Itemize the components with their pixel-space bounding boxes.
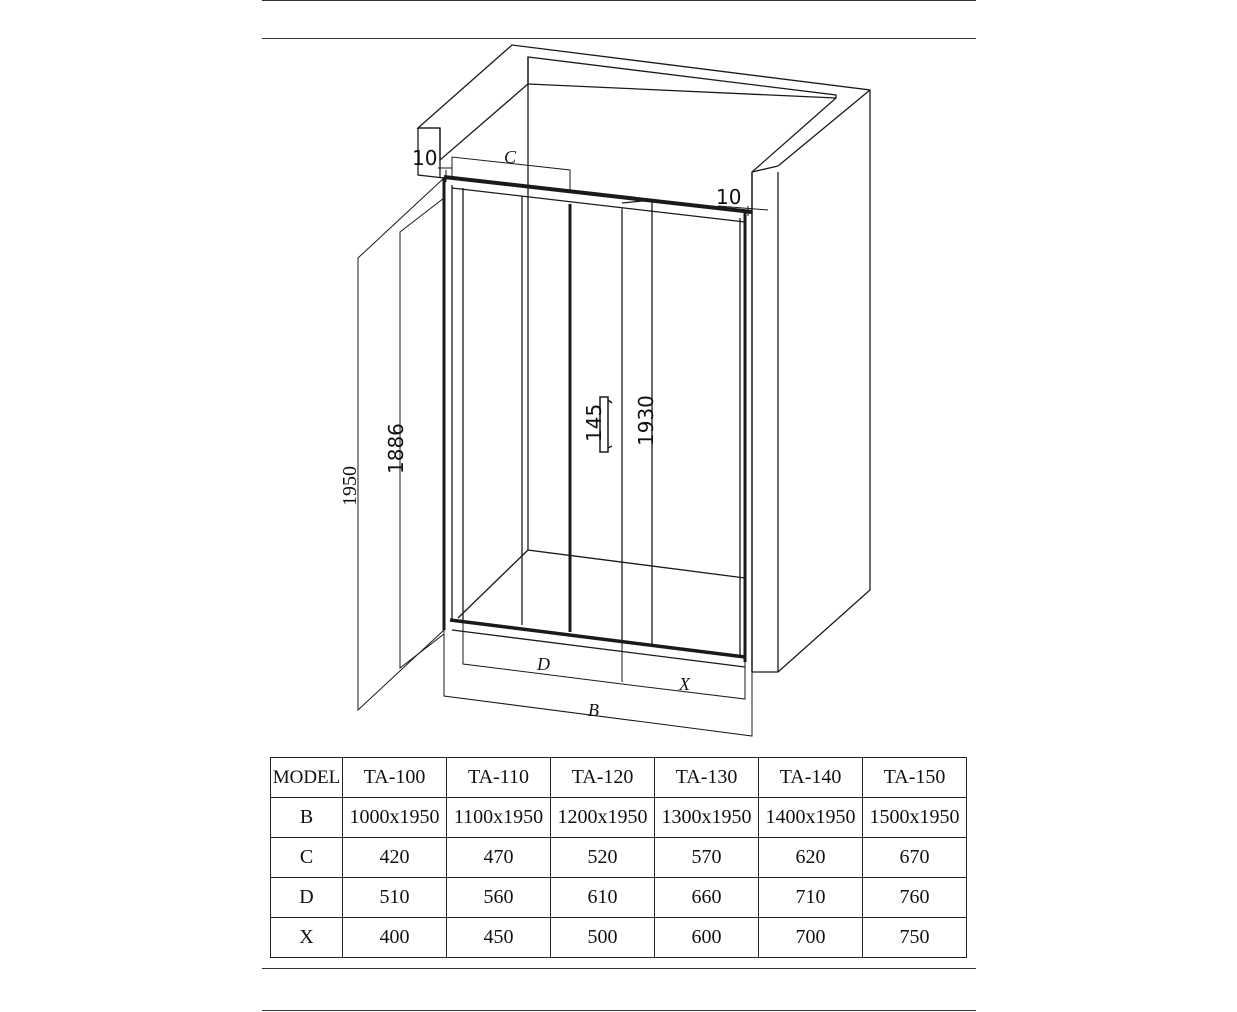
dim-b <box>444 630 752 736</box>
table-cell: 700 <box>759 918 863 958</box>
dim-gap-right-label: 10 <box>716 185 742 209</box>
bottom-rule-2 <box>262 1010 976 1011</box>
table-cell: 1000x1950 <box>343 798 447 838</box>
header-cell: TA-130 <box>655 758 759 798</box>
table-cell: 510 <box>343 878 447 918</box>
dim-1950-label: 1950 <box>339 466 361 506</box>
table-cell: 670 <box>863 838 967 878</box>
table-cell: 1300x1950 <box>655 798 759 838</box>
table-cell: 520 <box>551 838 655 878</box>
header-cell: TA-120 <box>551 758 655 798</box>
model-spec-table <box>270 757 967 958</box>
dim-x-label: X <box>679 674 690 694</box>
table-cell: 420 <box>343 838 447 878</box>
row-label-cell: B <box>271 798 343 838</box>
back-wall-top-inner <box>528 84 836 98</box>
dim-1886-label: 1886 <box>384 423 408 474</box>
dim-d <box>463 620 622 684</box>
header-cell: TA-110 <box>447 758 551 798</box>
table-cell: 610 <box>551 878 655 918</box>
bottom-rail-inner <box>452 630 745 667</box>
table-cell: 750 <box>863 918 967 958</box>
table-cell: 620 <box>759 838 863 878</box>
table-cell: 450 <box>447 918 551 958</box>
table-cell: 1400x1950 <box>759 798 863 838</box>
top-rail <box>444 177 752 212</box>
table-cell: 1200x1950 <box>551 798 655 838</box>
table-cell: 710 <box>759 878 863 918</box>
header-cell: TA-150 <box>863 758 967 798</box>
table-cell: 660 <box>655 878 759 918</box>
bottom-rule-1 <box>262 968 976 969</box>
table-cell: 400 <box>343 918 447 958</box>
header-cell: TA-100 <box>343 758 447 798</box>
table-row <box>271 878 967 918</box>
enclosure-walls <box>418 45 870 672</box>
dim-145-label: 145 <box>582 403 606 442</box>
table-cell: 1500x1950 <box>863 798 967 838</box>
header-cell: TA-140 <box>759 758 863 798</box>
floor-back-line <box>458 550 528 618</box>
table-cell: 570 <box>655 838 759 878</box>
dim-1930-label: 1930 <box>634 395 658 446</box>
table-header-row <box>271 758 967 798</box>
table-row <box>271 838 967 878</box>
table-cell: 500 <box>551 918 655 958</box>
bottom-rail <box>450 620 745 657</box>
dim-d-label: D <box>537 654 550 674</box>
right-wall-top <box>778 90 870 166</box>
dim-c-label: C <box>504 147 517 167</box>
row-label-cell: D <box>271 878 343 918</box>
table-cell: 560 <box>447 878 551 918</box>
table-cell: 600 <box>655 918 759 958</box>
row-label-cell: X <box>271 918 343 958</box>
dimension-lines <box>358 157 768 736</box>
table-cell: 470 <box>447 838 551 878</box>
dim-b-label: B <box>588 700 599 720</box>
dim-gap-left-label: 10 <box>412 146 438 170</box>
table-row <box>271 918 967 958</box>
row-label-cell: C <box>271 838 343 878</box>
table-row <box>271 798 967 838</box>
back-wall-outer <box>418 45 870 672</box>
back-wall-inner <box>528 57 745 578</box>
header-cell: MODEL <box>271 758 343 798</box>
table-cell: 1100x1950 <box>447 798 551 838</box>
table-cell: 760 <box>863 878 967 918</box>
